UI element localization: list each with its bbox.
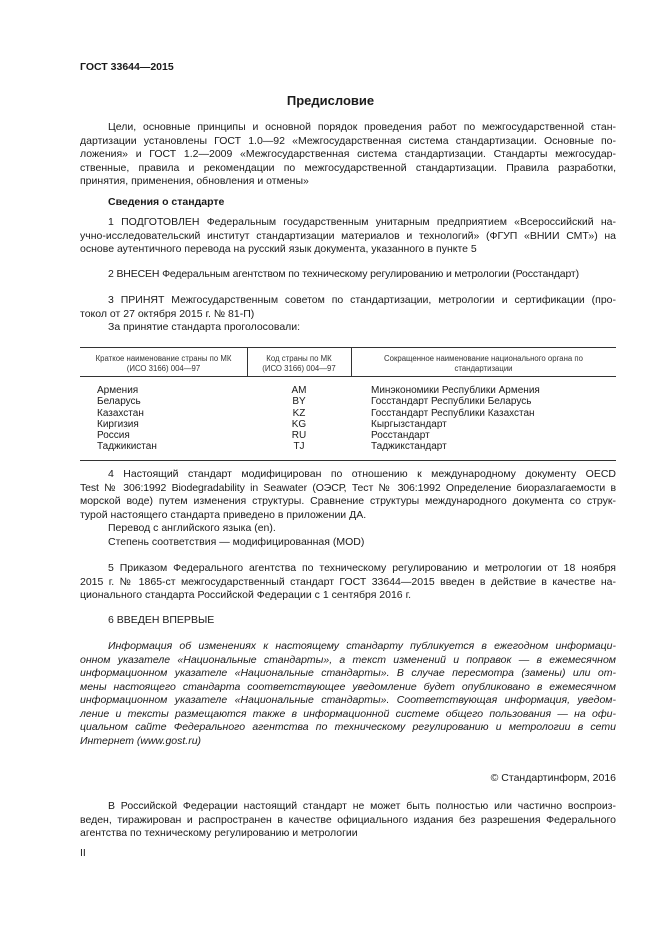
item-1-paragraph: [80, 216, 616, 257]
copyright-notice: © Стандартинформ, 2016: [490, 772, 616, 784]
table-cell-country: Киргизия: [97, 418, 139, 430]
about-heading: [80, 196, 616, 210]
table-cell-body: Таджикстандарт: [371, 441, 447, 453]
body-column: [371, 385, 540, 453]
text-line: информационном указателе «Национальные стандарты». Соответствующая информация, уведом-: [80, 694, 616, 706]
country-column: [97, 385, 157, 453]
table-header-code: [247, 354, 351, 374]
item-5-paragraph: [80, 562, 616, 603]
page-number: II: [80, 847, 86, 859]
table-cell-country: Армения: [97, 385, 139, 396]
table-cell-body: Госстандарт Республики Беларусь: [371, 396, 532, 408]
text-line: онном указателе «Национальные стандарты», а текст изменений и поправок — в ежемесячном: [80, 653, 616, 666]
item-6-paragraph: [80, 614, 616, 628]
table-header-text: Сокращенное наименование национального органа по стандартизации: [384, 354, 583, 373]
table-header-text: Краткое наименование страны по МК (ИСО 3166) 004—97: [95, 354, 232, 373]
table-cell-country: Беларусь: [97, 396, 141, 408]
text-line: 2015 г. № 1865-ст межгосударственный стандарт ГОСТ 33644—2015 введен в действие в качестве на-: [80, 575, 616, 588]
intro-paragraph: [80, 121, 616, 189]
distribution-notice: [80, 800, 616, 841]
text-line: основе аутентичного перевода на русский язык документа, указанного в пункте 5: [80, 243, 477, 255]
text-line: турой настоящего стандарта приведено в приложении ДА.: [80, 508, 367, 521]
text-line: 2 ВНЕСЕН Федеральным агентством по техническому регулированию и метрологии (Росстандарт): [108, 268, 579, 280]
table-header-country: [80, 354, 247, 374]
text-line: В Российской Федерации настоящий стандарт не может быть полностью или частично воспроиз-: [108, 800, 616, 812]
text-line: 3 ПРИНЯТ Межгосударственным советом по стандартизации, метрологии и сертификации (про-: [108, 294, 616, 306]
text-line: мены настоящего стандарта соответствующее уведомление будет опубликовано в ежемесячном: [80, 680, 616, 693]
table-cell-body: Кыргызстандарт: [371, 418, 447, 430]
table-header-text: Код страны по МК (ИСО 3166) 004—97: [262, 354, 336, 373]
table-cell-body: Росстандарт: [371, 430, 430, 442]
table-cell-country: Таджикистан: [97, 441, 157, 453]
text-line: ложения» и ГОСТ 1.2—2009 «Межгосударственная система стандартизации. Стандарты межгосудар-: [80, 148, 616, 160]
text-line: 6 ВВЕДЕН ВПЕРВЫЕ: [108, 614, 215, 626]
voting-table: [80, 347, 616, 461]
table-header-body: [351, 354, 616, 374]
text-line: Информация об изменениях к настоящему стандарту публикуется в ежегодном информаци-: [108, 640, 616, 652]
doc-code-header: ГОСТ 33644—2015: [80, 61, 174, 73]
info-paragraph: [80, 640, 616, 748]
page-title: Предисловие: [286, 93, 375, 108]
item-2-paragraph: [80, 268, 616, 282]
table-cell-code: TJ: [293, 441, 305, 453]
table-cell-code: RU: [291, 430, 307, 442]
table-cell-country: Казахстан: [97, 407, 144, 419]
text-line: 4 Настоящий стандарт модифицирован по отношению к международному документу OECD: [108, 468, 616, 480]
table-cell-code: KZ: [292, 407, 306, 419]
table-cell-code: AM: [291, 385, 307, 396]
table-header-divider: [80, 376, 616, 377]
text-line: Цели, основные принципы и основной порядок проведения работ по межгосударственной стан-: [108, 121, 616, 133]
text-line: ственные, правила и рекомендации по межгосударственной стандартизации. Правила разработки,: [80, 161, 616, 174]
item-3-paragraph: [80, 294, 616, 335]
table-cell-code: BY: [292, 396, 306, 408]
text-line: токол от 27 октября 2015 г. № 81-П): [80, 307, 255, 320]
text-line: дартизации установлены ГОСТ 1.0—92 «Межгосударственная система стандартизации. Основные по-: [80, 134, 616, 147]
text-line: 5 Приказом Федерального агентства по техническому регулированию и метрологии от 18 ноября: [108, 562, 616, 574]
text-line: агентства по техническому регулированию и метрологии: [80, 827, 358, 839]
text-line: За принятие стандарта проголосовали:: [108, 321, 301, 333]
text-line: ционального стандарта Российской Федерации с 1 сентября 2016 г.: [80, 589, 412, 601]
table-cell-body: Госстандарт Республики Казахстан: [371, 407, 535, 419]
text-line: ление и тексты размещаются также в информационной системе общего пользования — на офи-: [80, 707, 616, 720]
text-line: морской воде) путем изменения структуры. Сравнение структуры международного документа со струк-: [80, 495, 616, 507]
text-line: веден, тиражирован и распространен в качестве официального издания без разрешения Федерального: [80, 813, 616, 826]
code-column: [247, 385, 351, 453]
table-cell-code: KG: [291, 418, 307, 430]
table-cell-body: Минэкономики Республики Армения: [371, 385, 540, 396]
about-heading-text: Сведения о стандарте: [108, 196, 225, 208]
text-line: учно-исследовательский институт стандартизации материалов и технологий» (ФГУП «ВНИИ СМТ») на: [80, 229, 616, 242]
text-line: 1 ПОДГОТОВЛЕН Федеральным государственным унитарным предприятием «Всероссийский на-: [108, 216, 616, 228]
text-line: Test № 306:1992 Biodegradability in Seawater (ОЭСР, Тест № 306:1992 Определение биоразлагаемости в: [80, 481, 616, 494]
text-line: принятия, применения, обновления и отмены»: [80, 175, 309, 187]
text-line: Степень соответствия — модифицированная (MOD): [108, 535, 365, 548]
table-cell-country: Россия: [97, 430, 130, 442]
text-line: Перевод с английского языка (en).: [108, 522, 276, 534]
item-4-paragraph: [80, 468, 616, 549]
text-line: Интернет (www.gost.ru): [80, 734, 202, 747]
text-line: циальном сайте Федерального агентства по техническому регулированию и метрологии в сети: [80, 721, 616, 733]
text-line: информационном указателе «Национальные стандарты». В случае пересмотра (замены) или от-: [80, 667, 616, 679]
